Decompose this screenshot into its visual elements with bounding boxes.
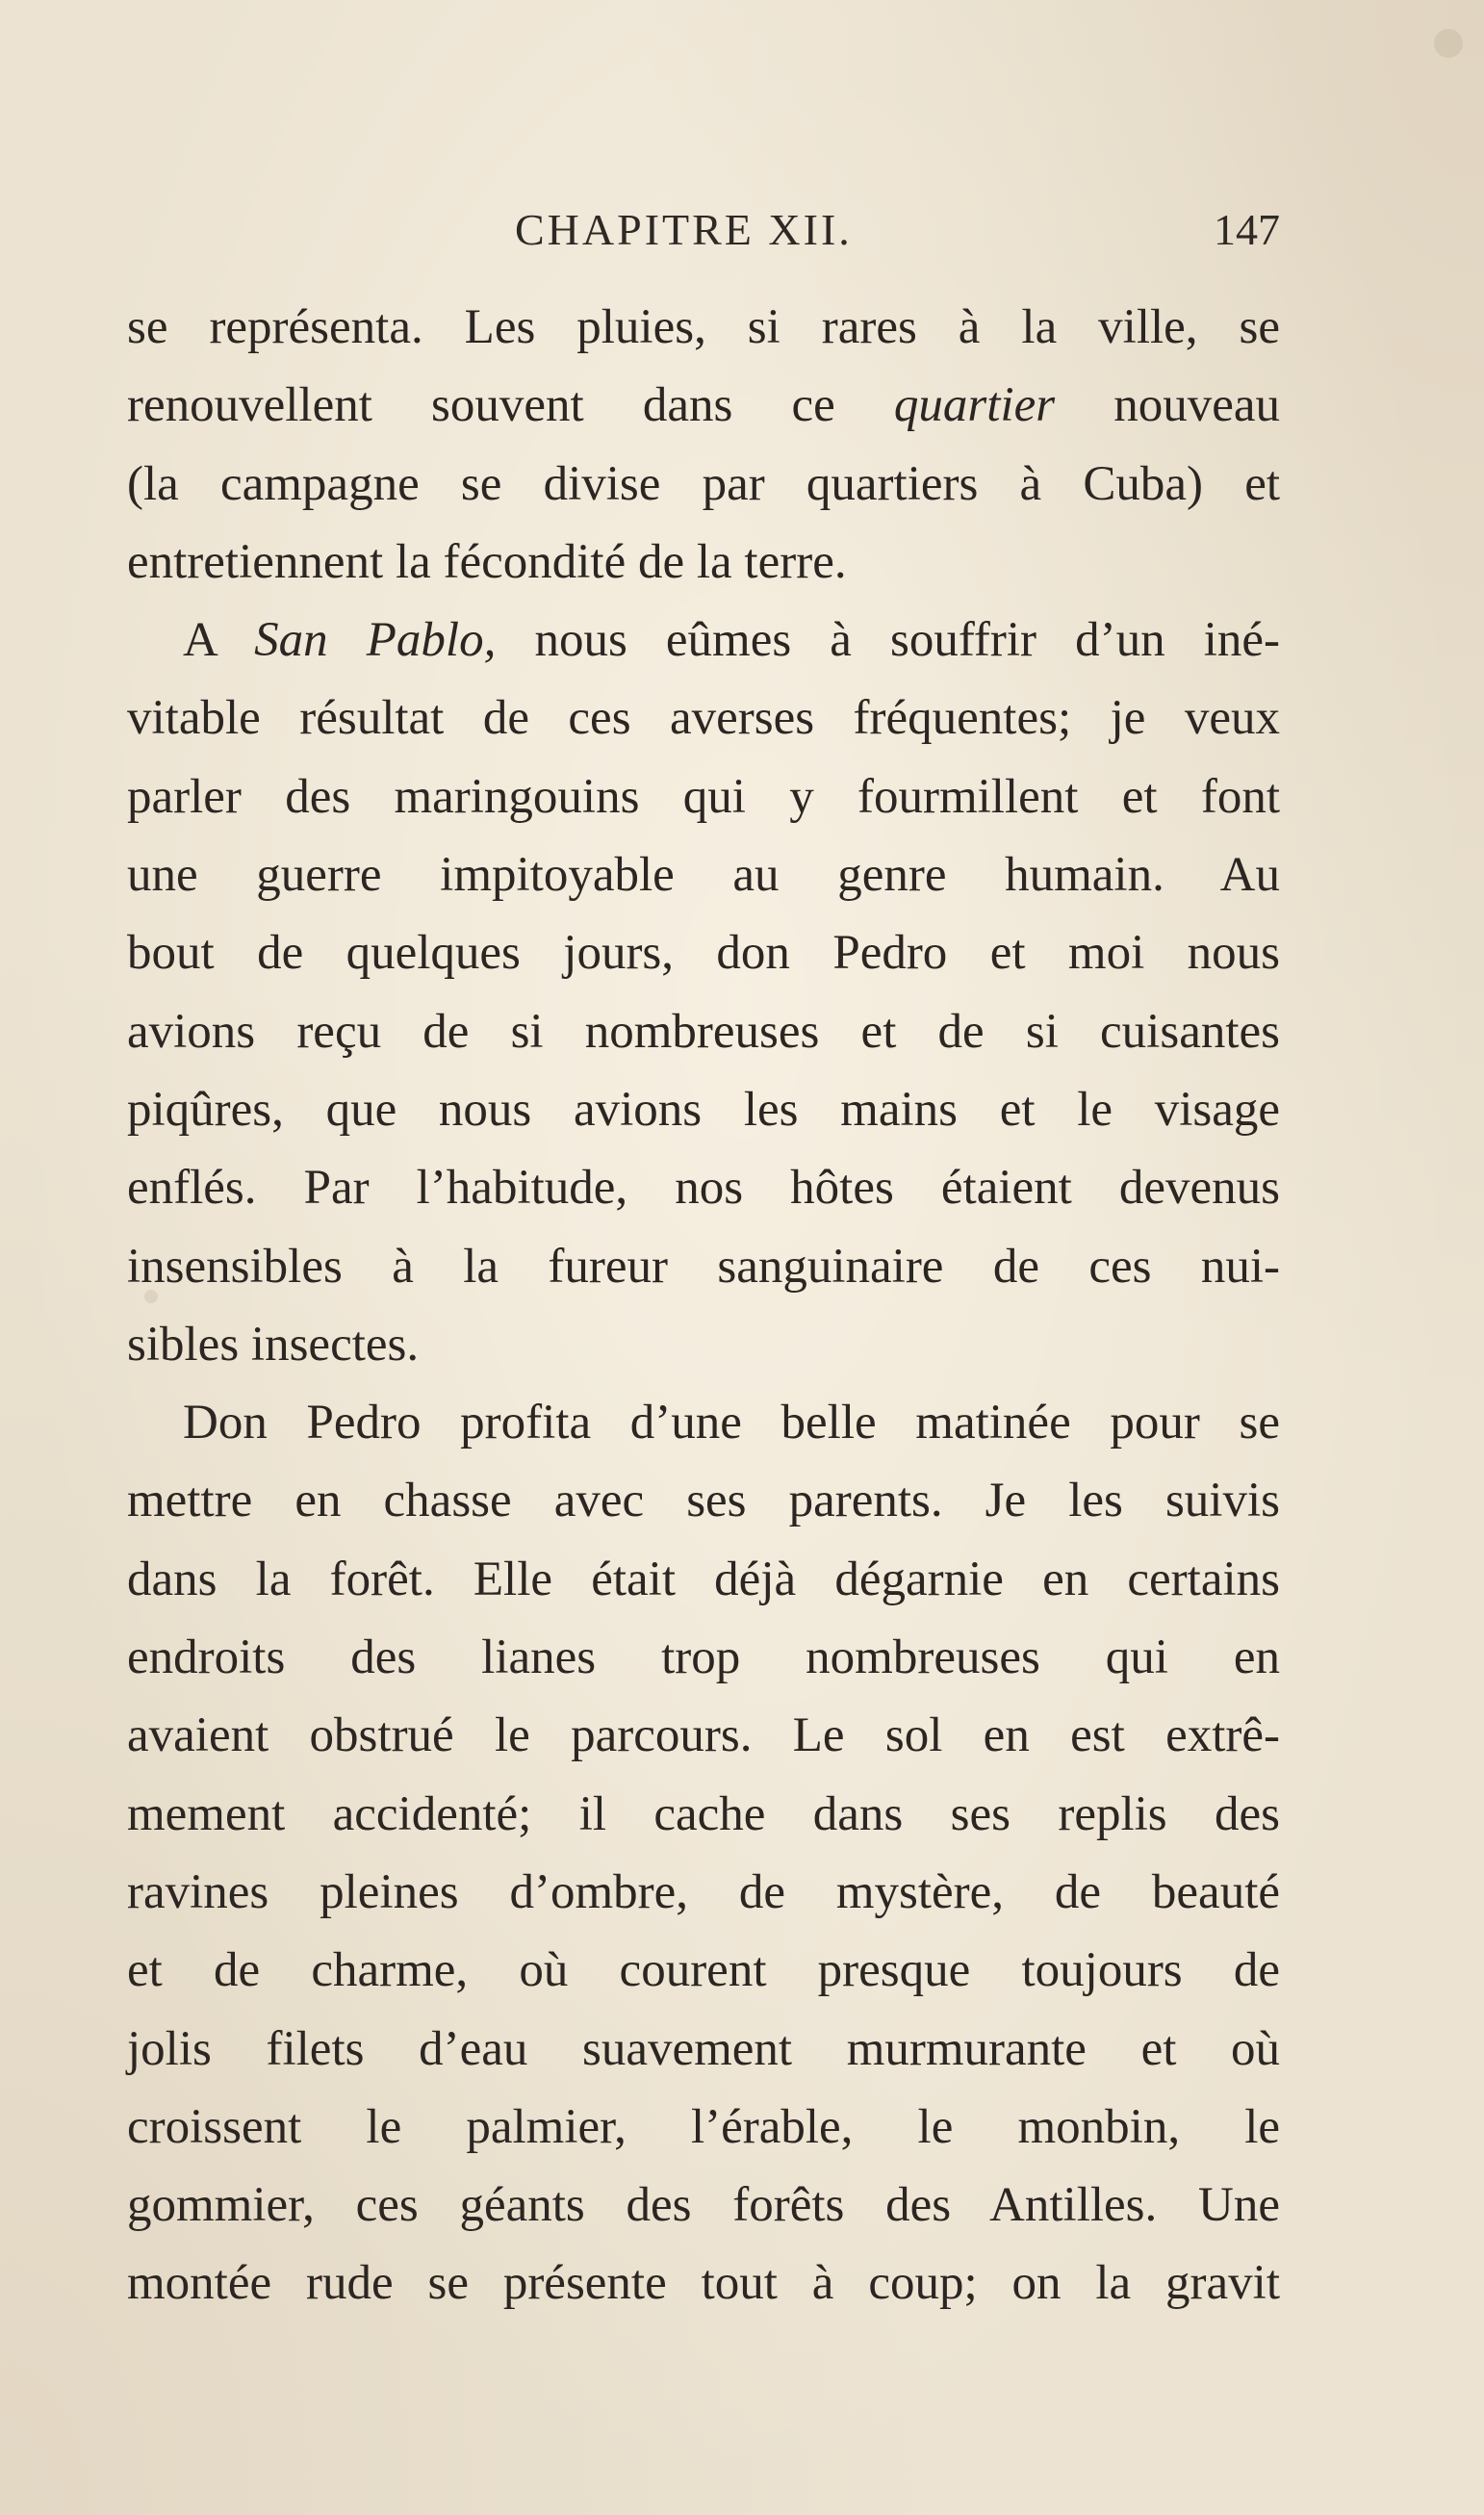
italic-word: quartier [893,378,1056,433]
text-line: endroits des lianes trop nombreuses qui en [127,1630,1280,1685]
text-line-segment: renouvellent souvent dans ce [127,378,835,433]
text-line: croissent le palmier, l’érable, le monbin, le [127,2099,1280,2154]
text-line: insensibles à la fureur sanguinaire de ces nui- [127,1239,1280,1294]
text-line: Don Pedro profita d’une belle matinée pour se [183,1396,1280,1450]
body-text [127,289,1280,2323]
text-line-segment: nouveau [1113,378,1281,433]
text-line: mement accidenté; il cache dans ses replis des [127,1786,1280,1841]
running-head [125,204,1280,262]
text-line: une guerre impitoyable au genre humain. Au [127,848,1280,903]
text-line: (la campagne se divise par quartiers à Cuba) et [127,456,1280,511]
text-line [127,367,1280,445]
text-line: montée rude se présente tout à coup; on la gravit [127,2256,1280,2311]
paper-stain [1434,29,1463,58]
text-line: sibles insectes. [127,1317,420,1372]
page-number: 147 [1214,205,1280,254]
text-line-segment: nous eûmes à souffrir d’un iné- [534,613,1281,668]
text-line: ravines pleines d’ombre, de mystère, de beauté [127,1864,1280,1919]
text-line: vitable résultat de ces averses fréquentes; je veux [127,691,1280,746]
text-line: bout de quelques jours, don Pedro et moi nous [127,926,1280,981]
text-line: mettre en chasse avec ses parents. Je les suivis [127,1474,1280,1528]
text-line: dans la forêt. Elle était déjà dégarnie en certains [127,1552,1280,1606]
chapter-title: CHAPITRE XII. [515,205,853,254]
text-line: et de charme, où courent presque toujours de [127,1943,1280,1998]
text-line: piqûres, que nous avions les mains et le visage [127,1082,1280,1137]
italic-place-name: San Pablo, [254,613,497,668]
text-line: jolis filets d’eau suavement murmurante et où [127,2021,1280,2076]
text-line [127,602,1280,680]
text-line-segment: A [183,613,217,668]
text-line: parler des maringouins qui y fourmillent et font [127,769,1280,824]
text-line: avions reçu de si nombreuses et de si cuisantes [127,1004,1280,1059]
text-line: avaient obstrué le parcours. Le sol en est extrê- [127,1708,1280,1763]
text-line: entretiennent la fécondité de la terre. [127,534,847,589]
text-line: se représenta. Les pluies, si rares à la ville, se [127,300,1280,354]
text-line: enflés. Par l’habitude, nos hôtes étaient devenus [127,1161,1280,1216]
text-line: gommier, ces géants des forêts des Antilles. Une [127,2178,1280,2233]
